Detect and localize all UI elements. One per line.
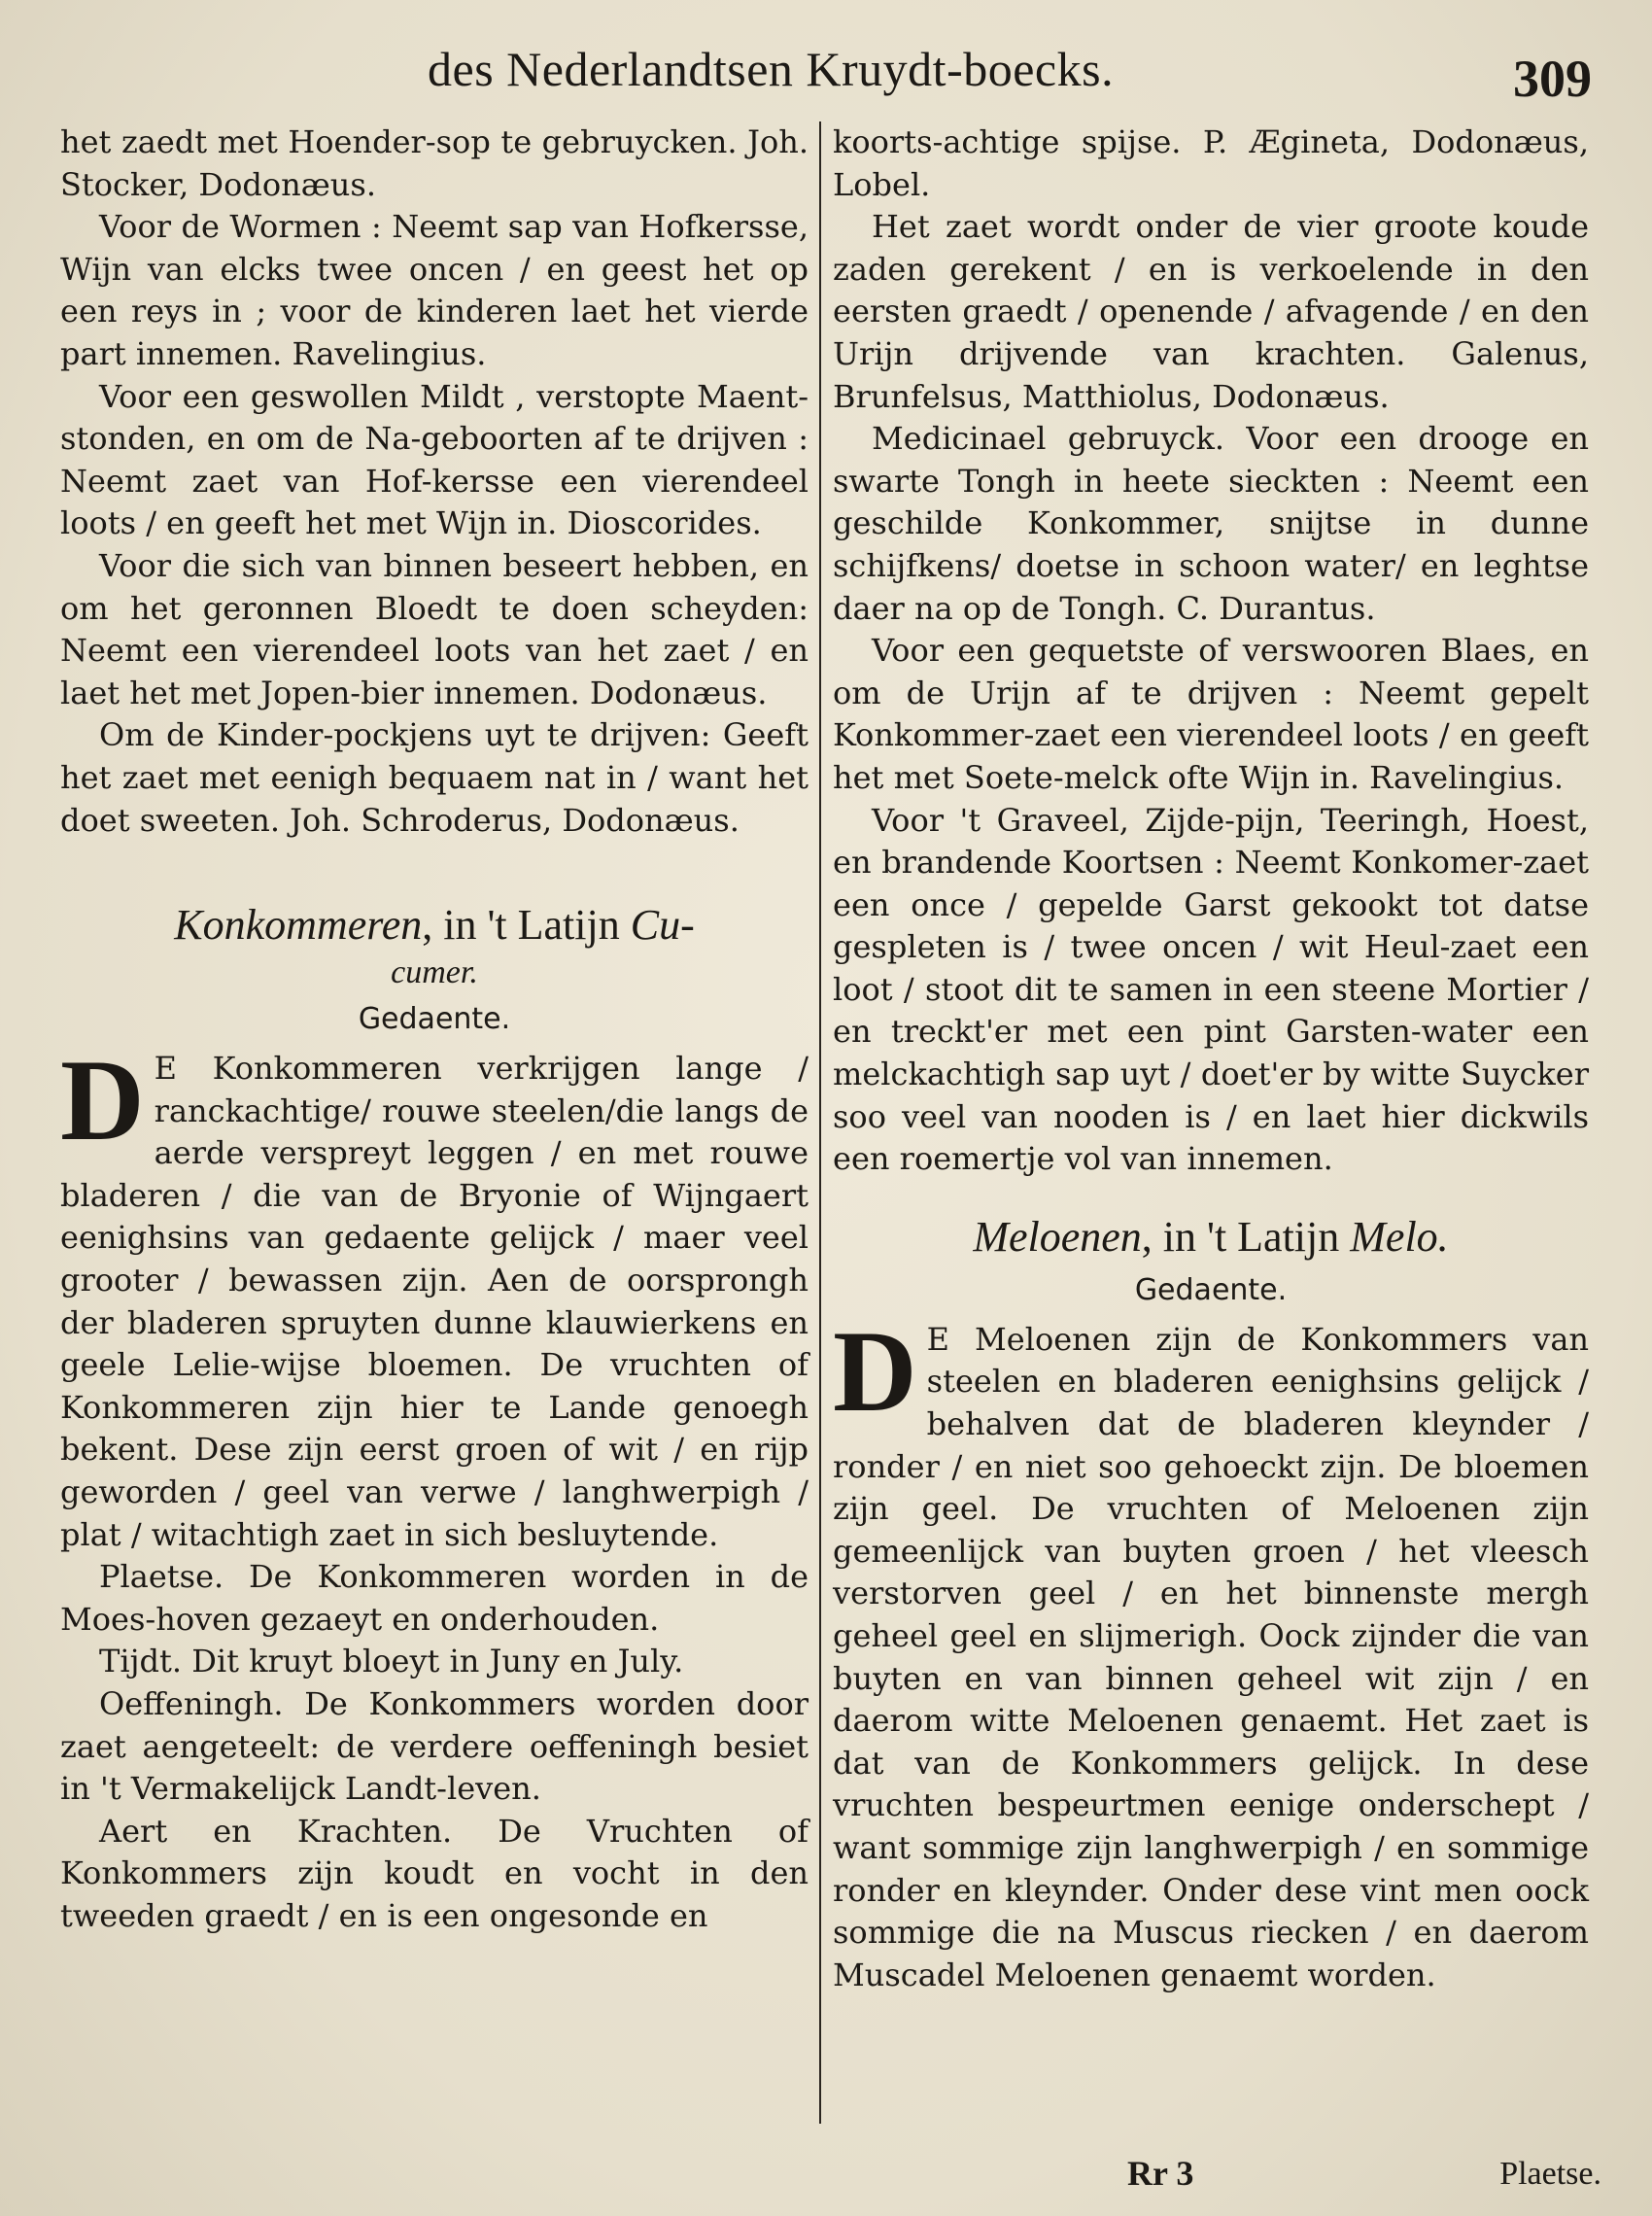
paragraph: Tijdt. Dit kruyt bloeyt in Juny en July. xyxy=(99,1643,684,1680)
heading-mid: , in 't Latijn xyxy=(422,901,631,950)
heading-name: Konkommeren xyxy=(174,901,423,950)
heading-mid: , in 't Latijn xyxy=(1141,1212,1351,1261)
heading-name: Meloenen xyxy=(973,1212,1142,1261)
running-title: des Nederlandtsen Kruydt-boecks. xyxy=(428,42,1115,96)
paragraph: Om de Kinder-pockjens uyt te drijven: Geeft het zaet met eenigh bequaem nat in / want het doet sweeten. Joh. Schroderus, Dodonæus. xyxy=(60,716,809,839)
paragraph-with-dropcap xyxy=(60,1035,809,1556)
drop-capital: D xyxy=(60,1035,145,1165)
drop-capital: D xyxy=(833,1305,917,1436)
paragraph-body: E Konkommeren verkrijgen lange / ranckachtige/ rouwe steelen/die langs de aerde verspreyt leggen / en met rouwe bladeren / die van de Bryonie of Wijngaert eenighsins van gedaente gelijck / maer veel grooter / bewassen zijn. Aen de oorsprongh der bladeren spruyten dunne klauwierkens en geele Lelie-wijse bloemen. De vruchten of Konkommeren zijn hier te Lande genoegh bekent. Dese zijn eerst groen of wit / en rijp geworden / geel van verwe / langhwerpigh / plat / witachtigh zaet in sich besluytende. xyxy=(60,1050,809,1553)
signature-mark: Rr 3 xyxy=(1127,2154,1194,2193)
paragraph: Aert en Krachten. De Vruchten of Konkommers zijn koudt en vocht in den tweeden graedt / en is een ongesonde en xyxy=(60,1812,809,1934)
right-column xyxy=(833,121,1589,1996)
paragraph-with-dropcap xyxy=(833,1305,1589,1997)
section-heading-konkommeren xyxy=(60,898,809,952)
subheading-gedaente: Gedaente. xyxy=(358,1002,511,1037)
paragraph: Voor die sich van binnen beseert hebben, en om het geronnen Bloedt te doen scheyden: Neemt een vierendeel loots van het zaet / en laet het met Jopen-bier innemen. Dodonæus. xyxy=(60,546,809,711)
section-heading-meloenen xyxy=(833,1210,1589,1264)
paragraph: Oeffeningh. De Konkommers worden door zaet aengeteelt: de verdere oeffeningh besiet in 't Vermakelijck Landt-leven. xyxy=(60,1685,809,1808)
heading-latin: Cu- xyxy=(630,901,695,950)
paragraph: Voor een geswollen Mildt , verstopte Maent-stonden, en om de Na-geboorten af te drijven : Neemt zaet van Hof-kersse een vierendeel loots / en geeft het met Wijn in. Dioscorides. xyxy=(60,377,809,542)
catchword: Plaetse. xyxy=(1499,2156,1601,2192)
paragraph: Voor 't Graveel, Zijde-pijn, Teeringh, Hoest, en brandende Koortsen : Neemt Konkomer-zaet een once / gepelde Garst gekookt tot datse gespleten is / twee oncen / wit Heul-zaet een loot / stoot dit te samen in een steene Mortier / en treckt'er met een pint Garsten-water een melckachtigh sap uyt / doet'er by witte Suycker soo veel van nooden is / en laet hier dickwils een roemertje vol van innemen. xyxy=(833,801,1589,1178)
paragraph-body: E Meloenen zijn de Konkommers van steelen en bladeren eenighsins gelijck / behalven dat de bladeren kleynder / ronder / en niet soo gehoeckt zijn. De bloemen zijn geel. De vruchten of Meloenen zijn gemeenlijck van buyten groen / het vleesch verstorven geel / en het binnenste mergh geheel geel en slijmerigh. Oock zijnder die van buyten en van binnen geheel wit zijn / en daerom witte Meloenen genaemt. Het zaet is dat van de Konkommers gelijck. In dese vruchten bespeurtmen eenige onderschept / want sommige zijn langhwerpigh / en sommige ronder en kleynder. Onder dese vint men oock sommige die na Muscus riecken / en daerom Muscadel Meloenen genaemt worden. xyxy=(833,1320,1589,1993)
paragraph: Plaetse. De Konkommeren worden in de Moes-hoven gezaeyt en onderhouden. xyxy=(60,1558,809,1638)
page-number: 309 xyxy=(1513,50,1592,108)
paragraph: het zaedt met Hoender-sop te gebruycken. Joh. Stocker, Dodonæus. xyxy=(60,123,809,203)
heading-continuation: cumer. xyxy=(391,954,478,991)
left-column xyxy=(60,121,809,1938)
paragraph: koorts-achtige spijse. P. Ægineta, Dodonæus, Lobel. xyxy=(833,123,1589,203)
heading-latin: Melo. xyxy=(1350,1212,1449,1261)
column-divider xyxy=(819,121,821,2124)
paragraph: Voor de Wormen : Neemt sap van Hofkersse, Wijn van elcks twee oncen / en geest het op een reys in ; voor de kinderen laet het vierde part innemen. Ravelingius. xyxy=(60,208,809,372)
paragraph: Voor een gequetste of verswooren Blaes, en om de Urijn af te drijven : Neemt gepelt Konkommer-zaet een vierendeel loots / en geeft het met Soete-melck ofte Wijn in. Ravelingius. xyxy=(833,632,1589,796)
paragraph: Het zaet wordt onder de vier groote koude zaden gerekent / en is verkoelende in den eersten graedt / openende / afvagende / en den Urijn drijvende van krachten. Galenus, Brunfelsus, Matthiolus, Dodonæus. xyxy=(833,208,1589,415)
paragraph: Medicinael gebruyck. Voor een drooge en swarte Tongh in heete sieckten : Neemt een geschilde Konkommer, snijtse in dunne schijfkens/ doetse in schoon water/ en leghtse daer na op de Tongh. C. Durantus. xyxy=(833,420,1589,627)
subheading-gedaente: Gedaente. xyxy=(1134,1272,1288,1307)
